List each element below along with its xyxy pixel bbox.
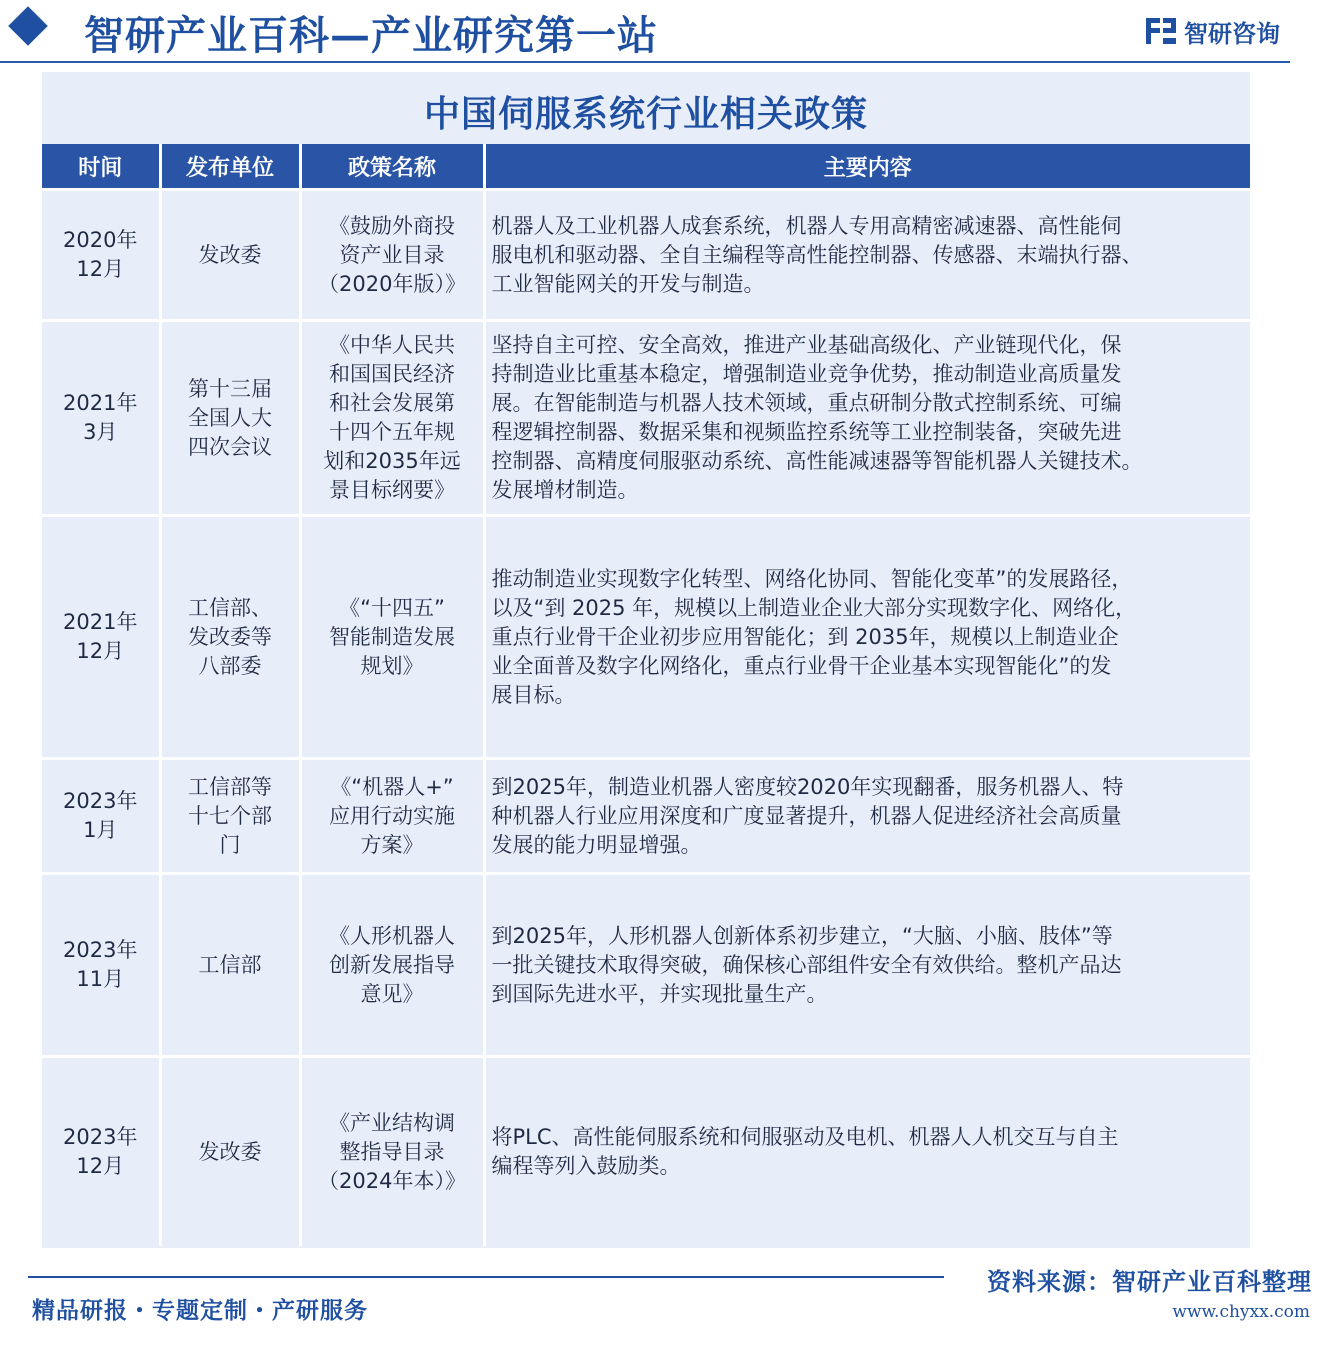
cell-line: 发改委等: [188, 624, 272, 649]
cell-line: 展。在智能制造与机器人技术领域，重点研制分散式控制系统、可编: [491, 391, 1122, 415]
cell-line: 2023年: [63, 1125, 138, 1149]
table-row: [42, 759, 1250, 874]
cell-line: 和社会发展第: [329, 391, 455, 415]
cell-content: [484, 759, 1250, 874]
cell-line: 发展的能力明显增强。: [491, 832, 702, 857]
cell-line: 景目标纲要》: [329, 478, 455, 502]
cell-time: [42, 1057, 160, 1247]
logo-icon: [1144, 16, 1178, 46]
cell-line: 12月: [76, 1154, 125, 1178]
cell-time: [42, 759, 160, 874]
cell-line: 十七个部: [188, 803, 272, 828]
cell-policy-name: [300, 516, 484, 759]
cell-line: 2020年: [63, 228, 138, 252]
table-header-row: [42, 144, 1250, 190]
cell-line: 12月: [76, 257, 125, 281]
cell-line: 《“机器人+”: [330, 774, 454, 799]
column-header-content: 主要内容: [484, 144, 1250, 190]
cell-line: 编程等列入鼓励类。: [491, 1154, 681, 1178]
cell-line: 工信部、: [188, 595, 272, 620]
cell-line: 门: [219, 832, 241, 857]
cell-line: 应用行动实施: [329, 803, 455, 828]
page-header: [0, 0, 1326, 62]
cell-line: 展目标。: [491, 682, 576, 707]
cell-time: [42, 516, 160, 759]
cell-line: 发改委: [198, 1139, 262, 1164]
cell-line: 2021年: [63, 610, 138, 634]
footer-divider: [28, 1276, 944, 1278]
cell-line: 1月: [83, 818, 118, 842]
cell-line: 到国际先进水平，并实现批量生产。: [491, 981, 828, 1006]
cell-line: （2020年版）》: [318, 271, 466, 296]
cell-content: [484, 874, 1250, 1057]
logo-text: 智研咨询: [1184, 19, 1280, 48]
cell-content: [484, 321, 1250, 516]
cell-content: [484, 190, 1250, 321]
column-header-dept: 发布单位: [160, 144, 300, 190]
cell-line: 八部委: [198, 653, 262, 678]
cell-line: 业全面普及数字化网络化，重点行业骨干企业基本实现智能化”的发: [491, 653, 1112, 678]
cell-line: 发展增材制造。: [491, 478, 639, 502]
cell-line: 四次会议: [188, 434, 272, 459]
cell-policy-name: [300, 874, 484, 1057]
cell-policy-name: [300, 1057, 484, 1247]
cell-line: 创新发展指导: [329, 952, 455, 977]
table-row: [42, 190, 1250, 321]
cell-time: [42, 321, 160, 516]
cell-time: [42, 874, 160, 1057]
footer-url[interactable]: www.chyxx.com: [1172, 1302, 1310, 1322]
cell-dept: [160, 321, 300, 516]
cell-line: 以及“到 2025 年，规模以上制造业企业大部分实现数字化、网络化，: [491, 595, 1137, 620]
cell-line: 将PLC、高性能伺服系统和伺服驱动及电机、机器人人机交互与自主: [491, 1125, 1119, 1149]
footer-slogan: 精品研报・专题定制・产研服务: [32, 1298, 368, 1324]
cell-dept: [160, 1057, 300, 1247]
cell-line: 坚持自主可控、安全高效，推进产业基础高级化、产业链现代化，保: [491, 333, 1122, 357]
cell-content: [484, 1057, 1250, 1247]
cell-line: 3月: [83, 420, 118, 444]
table-row: [42, 1057, 1250, 1247]
site-title: 智研产业百科—产业研究第一站: [84, 12, 658, 59]
table-row: [42, 516, 1250, 759]
cell-line: 2023年: [63, 938, 138, 962]
column-header-policy-name: 政策名称: [300, 144, 484, 190]
table-row: [42, 321, 1250, 516]
cell-line: 《中华人民共: [329, 333, 455, 357]
cell-line: 程逻辑控制器、数据采集和视频监控系统等工业控制装备，突破先进: [491, 420, 1122, 444]
cell-line: 全国人大: [188, 405, 272, 430]
cell-line: 整指导目录: [339, 1139, 445, 1164]
column-header-time: 时间: [42, 144, 160, 190]
cell-line: 到2025年，制造业机器人密度较2020年实现翻番，服务机器人、特: [491, 774, 1124, 799]
cell-line: 工业智能网关的开发与制造。: [491, 271, 765, 296]
table-row: [42, 874, 1250, 1057]
cell-line: 机器人及工业机器人成套系统，机器人专用高精密减速器、高性能伺: [491, 213, 1122, 238]
cell-line: 服电机和驱动器、全自主编程等高性能控制器、传感器、末端执行器、: [491, 242, 1143, 267]
cell-line: 11月: [76, 967, 125, 991]
cell-line: 《“十四五”: [339, 595, 445, 620]
cell-line: 2023年: [63, 789, 138, 813]
cell-policy-name: [300, 321, 484, 516]
cell-line: 到2025年，人形机器人创新体系初步建立，“大脑、小脑、肢体”等: [491, 923, 1113, 948]
diamond-icon: [8, 6, 48, 46]
cell-line: 发改委: [198, 242, 262, 267]
cell-line: 第十三届: [188, 376, 272, 401]
cell-line: （2024年本）》: [318, 1168, 466, 1193]
brand-logo[interactable]: [1144, 14, 1280, 48]
header-divider: [0, 61, 1290, 63]
cell-line: 推动制造业实现数字化转型、网络化协同、智能化变革”的发展路径，: [491, 566, 1133, 591]
cell-line: 工信部等: [188, 774, 272, 799]
footer-source: 资料来源：智研产业百科整理: [987, 1268, 1312, 1296]
cell-line: 种机器人行业应用深度和广度显著提升，机器人促进经济社会高质量: [491, 803, 1122, 828]
cell-content: [484, 516, 1250, 759]
cell-dept: [160, 516, 300, 759]
cell-line: 意见》: [360, 981, 424, 1006]
table-title: 中国伺服系统行业相关政策: [423, 93, 868, 135]
cell-line: 《鼓励外商投: [329, 213, 455, 238]
cell-line: 持制造业比重基本稳定，增强制造业竞争优势，推动制造业高质量发: [491, 362, 1122, 386]
cell-line: 规划》: [360, 653, 424, 678]
cell-line: 2021年: [63, 391, 138, 415]
cell-time: [42, 190, 160, 321]
cell-line: 工信部: [198, 952, 262, 977]
cell-line: 资产业目录: [339, 242, 445, 267]
cell-dept: [160, 190, 300, 321]
cell-line: 重点行业骨干企业初步应用智能化；到 2035年，规模以上制造业企: [491, 624, 1119, 649]
cell-line: 《产业结构调: [329, 1110, 455, 1135]
cell-policy-name: [300, 759, 484, 874]
cell-line: 智能制造发展: [329, 624, 455, 649]
cell-line: 控制器、高精度伺服驱动系统、高性能减速器等智能机器人关键技术。: [491, 449, 1143, 473]
cell-line: 一批关键技术取得突破，确保核心部组件安全有效供给。整机产品达: [491, 952, 1122, 977]
cell-line: 十四个五年规: [329, 420, 455, 444]
cell-line: 方案》: [360, 832, 424, 857]
cell-line: 《人形机器人: [329, 923, 455, 948]
cell-line: 和国国民经济: [329, 362, 455, 386]
cell-line: 12月: [76, 639, 125, 663]
policy-table: [42, 144, 1250, 1246]
cell-dept: [160, 874, 300, 1057]
cell-dept: [160, 759, 300, 874]
cell-policy-name: [300, 190, 484, 321]
cell-line: 划和2035年远: [323, 449, 461, 473]
